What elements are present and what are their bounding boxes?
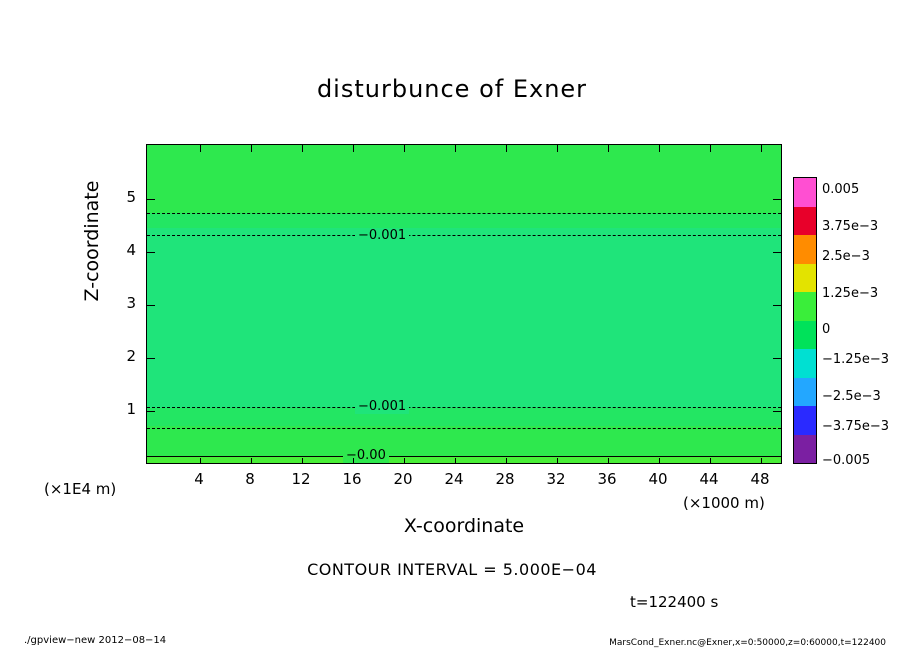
- x-tick-label: 8: [245, 470, 255, 488]
- contour-line-dashed: [147, 213, 781, 214]
- colorbar-label: −0.005: [822, 453, 871, 468]
- tick-top: [404, 145, 405, 152]
- y-axis-label: Z-coordinate: [81, 180, 103, 302]
- y-tick-label: 1: [126, 400, 136, 418]
- tick-top: [608, 145, 609, 152]
- y-axis-unit: (×1E4 m): [44, 480, 117, 498]
- tick-left: [147, 199, 155, 200]
- tick-bottom: [200, 458, 201, 464]
- tick-top: [200, 145, 201, 152]
- tick-bottom: [710, 458, 711, 464]
- x-tick-label: 16: [342, 470, 362, 488]
- colorbar: [793, 177, 817, 464]
- tick-top: [302, 145, 303, 152]
- contour-line-solid: [147, 456, 781, 457]
- tick-bottom: [761, 458, 762, 464]
- x-tick-label: 36: [597, 470, 617, 488]
- tick-bottom: [659, 458, 660, 464]
- tick-top: [506, 145, 507, 152]
- tick-top: [710, 145, 711, 152]
- colorbar-swatch-2: [794, 235, 816, 264]
- tick-left: [147, 305, 155, 306]
- contour-band-1: [147, 213, 781, 228]
- x-tick-label: 4: [194, 470, 204, 488]
- y-tick-label: 5: [126, 188, 136, 206]
- chart-title: disturbunce of Exner: [316, 75, 588, 103]
- colorbar-label: 0: [822, 322, 831, 337]
- tick-right: [773, 252, 781, 253]
- footer-left-text: ./gpview−new 2012−08−14: [24, 635, 167, 646]
- tick-bottom: [608, 458, 609, 464]
- contour-band-0: [147, 145, 781, 213]
- colorbar-swatch-5: [794, 321, 816, 350]
- time-annotation: t=122400 s: [630, 593, 719, 611]
- footer-right-text: MarsCond_Exner.nc@Exner,x=0:50000,z=0:60000,t=122400: [609, 638, 886, 648]
- colorbar-label: −1.25e−3: [822, 352, 889, 367]
- colorbar-swatch-8: [794, 406, 816, 435]
- contour-label: −0.001: [355, 228, 409, 243]
- y-tick-label: 3: [126, 294, 136, 312]
- contour-plot-area: [146, 144, 782, 464]
- tick-top: [659, 145, 660, 152]
- colorbar-label: 0.005: [822, 182, 860, 197]
- contour-label: −0.001: [355, 399, 409, 414]
- contour-band-5: [147, 456, 781, 464]
- tick-bottom: [353, 458, 354, 464]
- tick-top: [251, 145, 252, 152]
- colorbar-label: 2.5e−3: [822, 249, 870, 264]
- tick-bottom: [404, 458, 405, 464]
- tick-right: [773, 305, 781, 306]
- colorbar-swatch-4: [794, 292, 816, 321]
- colorbar-label: −2.5e−3: [822, 389, 881, 404]
- x-tick-label: 48: [750, 470, 770, 488]
- contour-line-dashed: [147, 407, 781, 408]
- x-tick-label: 20: [393, 470, 413, 488]
- x-tick-label: 12: [291, 470, 311, 488]
- tick-left: [147, 252, 155, 253]
- x-tick-label: 44: [699, 470, 719, 488]
- contour-band-2: [147, 228, 781, 408]
- colorbar-swatch-7: [794, 378, 816, 407]
- contour-line-dashed: [147, 235, 781, 236]
- tick-right: [773, 411, 781, 412]
- tick-top: [761, 145, 762, 152]
- colorbar-swatch-6: [794, 349, 816, 378]
- colorbar-label: 1.25e−3: [822, 286, 879, 301]
- tick-right: [773, 199, 781, 200]
- colorbar-label: 3.75e−3: [822, 219, 879, 234]
- tick-left: [147, 411, 155, 412]
- contour-band-4: [147, 426, 781, 456]
- tick-bottom: [557, 458, 558, 464]
- tick-top: [353, 145, 354, 152]
- tick-bottom: [506, 458, 507, 464]
- tick-top: [455, 145, 456, 152]
- tick-top: [557, 145, 558, 152]
- x-axis-unit: (×1000 m): [683, 494, 765, 512]
- tick-bottom: [302, 458, 303, 464]
- contour-interval-caption: CONTOUR INTERVAL = 5.000E−04: [307, 560, 597, 579]
- contour-band-3: [147, 408, 781, 426]
- x-axis-label: X-coordinate: [403, 515, 525, 537]
- tick-left: [147, 358, 155, 359]
- x-tick-label: 32: [546, 470, 566, 488]
- colorbar-swatch-9: [794, 435, 816, 464]
- contour-line-dashed: [147, 428, 781, 429]
- x-tick-label: 40: [648, 470, 668, 488]
- colorbar-label: −3.75e−3: [822, 419, 889, 434]
- tick-right: [773, 358, 781, 359]
- colorbar-swatch-0: [794, 178, 816, 207]
- y-tick-label: 4: [126, 241, 136, 259]
- tick-bottom: [251, 458, 252, 464]
- y-tick-label: 2: [126, 347, 136, 365]
- tick-bottom: [455, 458, 456, 464]
- contour-label: −0.00: [343, 448, 389, 463]
- x-tick-label: 28: [495, 470, 515, 488]
- colorbar-swatch-3: [794, 264, 816, 293]
- x-tick-label: 24: [444, 470, 464, 488]
- colorbar-swatch-1: [794, 207, 816, 236]
